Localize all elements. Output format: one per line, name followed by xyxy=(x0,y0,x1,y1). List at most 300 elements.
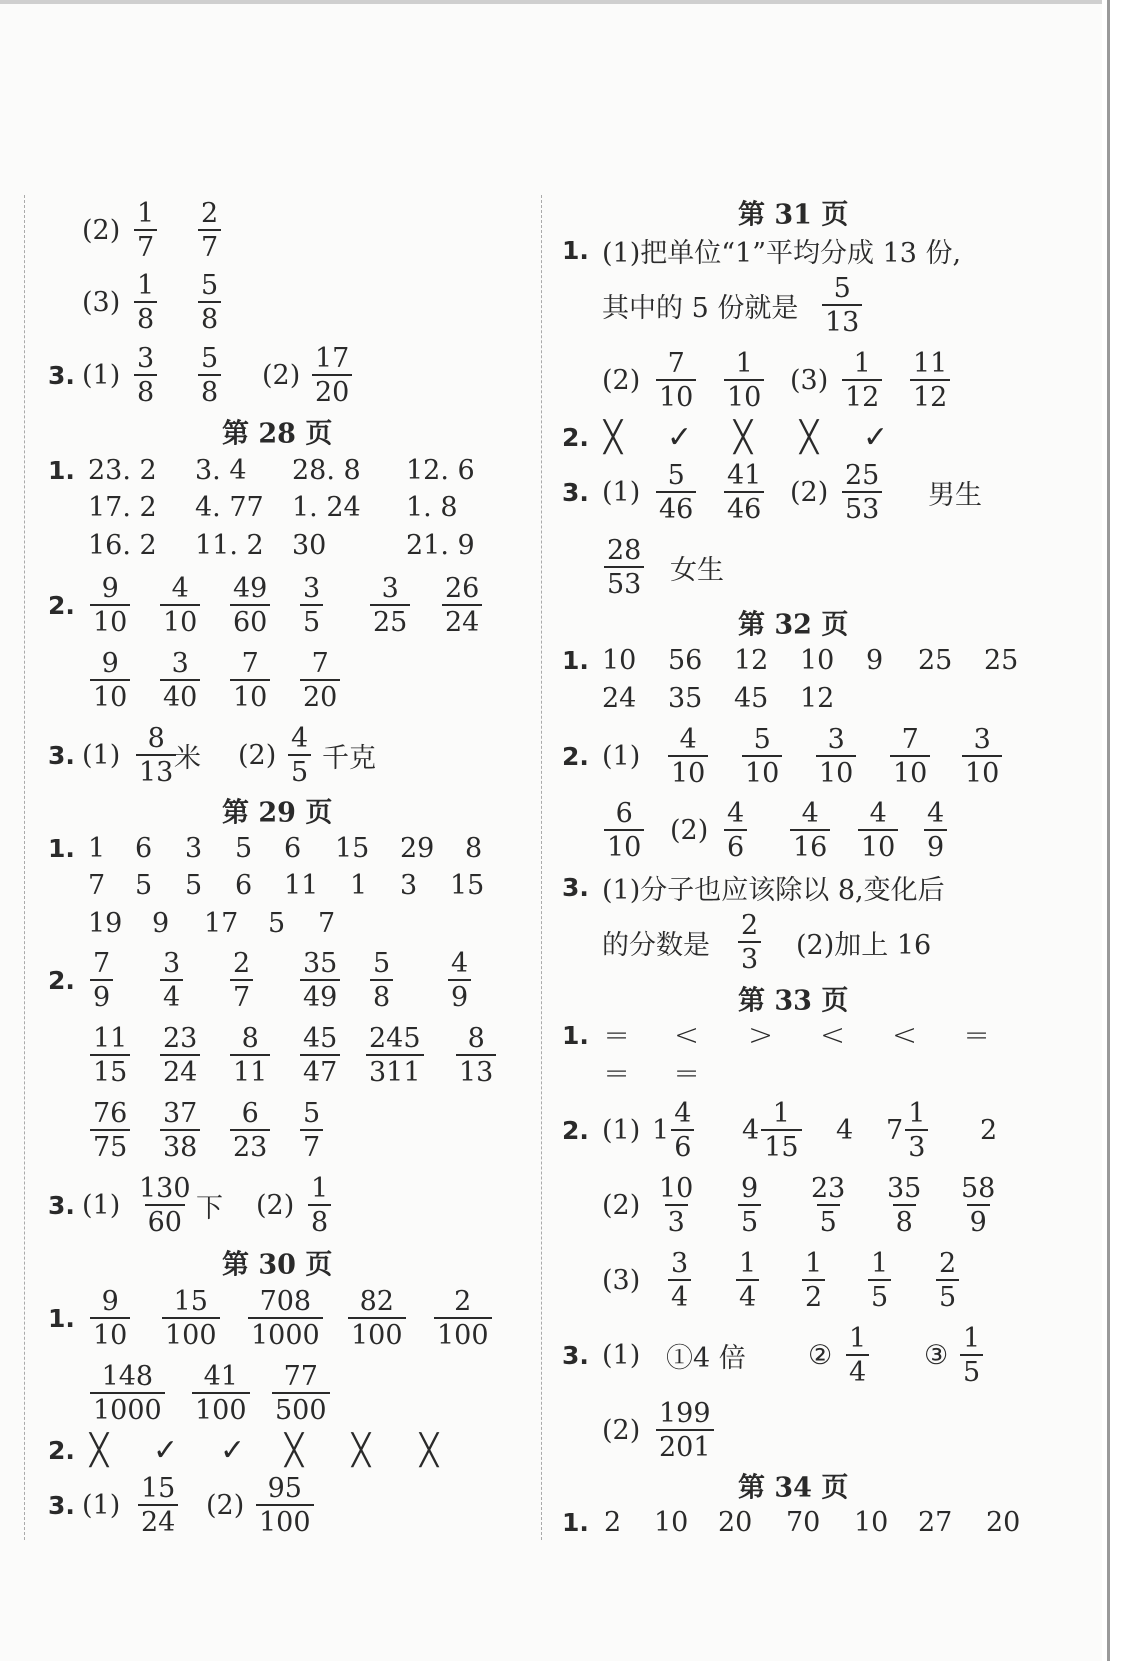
numerator: 35 xyxy=(303,947,338,979)
question-number: 2. xyxy=(48,965,75,995)
numerator: 35 xyxy=(887,1172,922,1204)
denominator: 2 xyxy=(802,1279,825,1311)
denominator: 9 xyxy=(967,1204,990,1236)
numerator: 5 xyxy=(753,723,771,755)
part-label: (2) xyxy=(238,739,277,771)
numerator: 5 xyxy=(667,459,685,491)
question-number: 1. xyxy=(562,235,589,265)
numerator: 4 xyxy=(869,797,887,829)
judgement-mark: ✓ xyxy=(667,419,693,455)
denominator: 49 xyxy=(300,979,340,1011)
question-number: 3. xyxy=(562,1340,589,1370)
denominator: 8 xyxy=(134,374,157,406)
numerator: 7 xyxy=(901,723,919,755)
fraction xyxy=(370,572,410,638)
numerator: 95 xyxy=(267,1472,302,1504)
comparison-sign: = xyxy=(674,1055,700,1091)
denominator: 201 xyxy=(656,1429,714,1461)
numerator: 8 xyxy=(147,722,165,754)
fraction xyxy=(604,797,644,863)
answer-value: 5 xyxy=(185,869,203,901)
denominator: 1000 xyxy=(248,1317,323,1349)
answer-value: 7 xyxy=(318,907,336,939)
numerator: 4 xyxy=(171,572,189,604)
answer-value: 2 xyxy=(604,1506,622,1538)
fraction xyxy=(90,572,130,638)
fraction xyxy=(656,1397,714,1463)
denominator: 23 xyxy=(230,1129,270,1161)
denominator: 20 xyxy=(312,374,352,406)
fraction xyxy=(300,572,323,638)
fraction xyxy=(724,797,747,863)
denominator: 13 xyxy=(136,754,176,786)
fraction xyxy=(348,1285,406,1351)
numerator: 3 xyxy=(827,723,845,755)
denominator: 6 xyxy=(724,829,747,861)
page-heading-33: 第 33 页 xyxy=(738,985,849,1017)
answer-value: 23. 2 xyxy=(88,454,157,486)
fraction xyxy=(90,647,130,713)
page-heading-30: 第 30 页 xyxy=(222,1249,333,1281)
comparison-sign: < xyxy=(820,1017,846,1053)
answer-value: 3 xyxy=(185,832,203,864)
question-number: 3. xyxy=(562,477,589,507)
numerator: 77 xyxy=(283,1360,318,1392)
answer-value: 24 xyxy=(602,682,637,714)
fraction xyxy=(656,347,696,413)
denominator: 10 xyxy=(604,829,644,861)
fraction xyxy=(230,647,270,713)
part-label: (3) xyxy=(602,1264,641,1296)
numerator: 15 xyxy=(141,1472,176,1504)
answer-value: 10 xyxy=(602,644,637,676)
answer-value: 16. 2 xyxy=(88,529,157,561)
denominator: 1000 xyxy=(90,1392,165,1424)
answer-value: 1 xyxy=(88,832,106,864)
denominator: 3 xyxy=(665,1204,688,1236)
denominator: 8 xyxy=(134,301,157,333)
fraction-part xyxy=(671,1097,694,1163)
numerator: 3 xyxy=(973,723,991,755)
answer-value: 15 xyxy=(450,869,485,901)
part-label: (1) xyxy=(82,739,121,771)
denominator: 40 xyxy=(160,679,200,711)
answer-value: 1 xyxy=(350,869,368,901)
fraction xyxy=(198,269,221,335)
part-label: (1) xyxy=(602,476,641,508)
part-label: (1) xyxy=(602,1339,641,1371)
fraction xyxy=(90,1022,130,1088)
denominator: 46 xyxy=(724,491,764,523)
fraction xyxy=(272,1360,330,1426)
fraction xyxy=(738,909,761,975)
fraction xyxy=(300,647,340,713)
fraction xyxy=(300,1022,340,1088)
question-number: 3. xyxy=(48,1190,75,1220)
denominator: 6 xyxy=(671,1129,694,1161)
fraction xyxy=(790,797,830,863)
answer-value: 35 xyxy=(668,682,703,714)
fraction xyxy=(456,1022,496,1088)
numerator: 5 xyxy=(373,947,391,979)
answer-value: 6 xyxy=(135,832,153,864)
numerator: 49 xyxy=(233,572,268,604)
denominator: 9 xyxy=(90,979,113,1011)
answer-value: 4. 77 xyxy=(195,491,264,523)
fraction xyxy=(668,723,708,789)
question-number: 2. xyxy=(48,590,75,620)
answer-word: 男生 xyxy=(928,479,982,511)
fraction xyxy=(724,459,764,525)
answer-value: 12 xyxy=(734,644,769,676)
denominator: 5 xyxy=(300,604,323,636)
part-label: (2) xyxy=(670,814,709,846)
page-heading-28: 第 28 页 xyxy=(222,418,333,450)
denominator: 25 xyxy=(370,604,410,636)
numerator: 3 xyxy=(163,947,181,979)
fraction xyxy=(160,1097,200,1163)
fraction xyxy=(300,1097,323,1163)
part-label: (1) xyxy=(82,1189,121,1221)
denominator: 500 xyxy=(272,1392,330,1424)
numerator: 2 xyxy=(741,909,759,941)
denominator: 5 xyxy=(738,1204,761,1236)
judgement-mark: ✓ xyxy=(220,1432,246,1468)
fraction xyxy=(962,723,1002,789)
denominator: 10 xyxy=(668,755,708,787)
comparison-sign: > xyxy=(748,1017,774,1053)
fraction xyxy=(736,1247,759,1313)
numerator: 1 xyxy=(871,1247,889,1279)
numerator: 1 xyxy=(849,1322,867,1354)
denominator: 5 xyxy=(288,754,311,786)
fraction xyxy=(842,347,882,413)
part-label: (1) xyxy=(602,1114,641,1146)
fraction xyxy=(668,1247,691,1313)
denominator: 311 xyxy=(366,1054,424,1086)
numerator: 7 xyxy=(241,647,259,679)
denominator: 100 xyxy=(434,1317,492,1349)
answer-text: ①4 倍 xyxy=(666,1342,746,1374)
answer-value: 20 xyxy=(986,1506,1021,1538)
fraction xyxy=(160,647,200,713)
denominator: 9 xyxy=(448,979,471,1011)
fraction xyxy=(138,1472,178,1538)
numerator: 15 xyxy=(173,1285,208,1317)
numerator: 41 xyxy=(727,459,762,491)
denominator: 10 xyxy=(656,379,696,411)
fraction xyxy=(134,197,157,263)
numerator: 4 xyxy=(927,797,945,829)
numerator: 2 xyxy=(233,947,251,979)
denominator: 60 xyxy=(230,604,270,636)
fraction xyxy=(448,947,471,1013)
question-number: 1. xyxy=(562,1020,589,1050)
numerator: 3 xyxy=(137,342,155,374)
denominator: 24 xyxy=(160,1054,200,1086)
question-number: 2. xyxy=(562,1115,589,1145)
page-heading-34: 第 34 页 xyxy=(738,1472,849,1504)
unit-text: 米 xyxy=(174,742,201,774)
numerator: 245 xyxy=(369,1022,421,1054)
part-label: (1) xyxy=(82,359,121,391)
numerator: 8 xyxy=(467,1022,485,1054)
numerator: 17 xyxy=(315,342,350,374)
numerator: 9 xyxy=(741,1172,759,1204)
fraction xyxy=(816,723,856,789)
denominator: 4 xyxy=(736,1279,759,1311)
part-label: (3) xyxy=(790,364,829,396)
answer-value: 5 xyxy=(235,832,253,864)
denominator: 12 xyxy=(910,379,950,411)
numerator: 11 xyxy=(913,347,948,379)
part-label: (2) xyxy=(82,214,121,246)
answer-value: 3. 4 xyxy=(195,454,247,486)
denominator: 10 xyxy=(230,679,270,711)
numerator: 7 xyxy=(311,647,329,679)
numerator: 58 xyxy=(961,1172,996,1204)
denominator: 4 xyxy=(160,979,183,1011)
numerator: 130 xyxy=(139,1172,191,1204)
denominator: 10 xyxy=(962,755,1002,787)
question-number: 1. xyxy=(48,455,75,485)
fraction xyxy=(604,534,644,600)
answer-sentence: (1)分子也应该除以 8,变化后 xyxy=(602,874,945,906)
fraction xyxy=(90,1360,165,1426)
denominator: 53 xyxy=(842,491,882,523)
fraction xyxy=(958,1172,998,1238)
answer-value: 25 xyxy=(984,644,1019,676)
fraction xyxy=(288,722,311,788)
answer-sentence: (1)把单位“1”平均分成 13 份, xyxy=(602,237,962,269)
answer-value: 6 xyxy=(284,832,302,864)
unit-text: 千克 xyxy=(322,742,376,774)
numerator: 3 xyxy=(303,572,321,604)
part-label: (1) xyxy=(82,1489,121,1521)
denominator: 100 xyxy=(162,1317,220,1349)
denominator: 5 xyxy=(936,1279,959,1311)
denominator: 8 xyxy=(893,1204,916,1236)
answer-value: 1. 8 xyxy=(406,491,458,523)
numerator: 3 xyxy=(671,1247,689,1279)
question-number: 1. xyxy=(562,645,589,675)
denominator: 12 xyxy=(842,379,882,411)
answer-value: 2 xyxy=(980,1114,998,1146)
fraction xyxy=(960,1322,983,1388)
fraction xyxy=(366,1022,424,1088)
numerator: 5 xyxy=(201,269,219,301)
fraction xyxy=(256,1472,314,1538)
answer-value: 21. 9 xyxy=(406,529,475,561)
answer-sentence: (2)加上 16 xyxy=(796,929,932,961)
numerator: 25 xyxy=(845,459,880,491)
part-label: (1) xyxy=(602,740,641,772)
fraction xyxy=(134,269,157,335)
page-heading-29: 第 29 页 xyxy=(222,797,333,829)
denominator: 3 xyxy=(905,1129,928,1161)
numerator: 148 xyxy=(101,1360,154,1392)
mixed-number xyxy=(742,1097,804,1163)
numerator: 26 xyxy=(445,572,480,604)
denominator: 11 xyxy=(230,1054,270,1086)
whole-part: 4 xyxy=(742,1114,760,1146)
numerator: 76 xyxy=(93,1097,128,1129)
numerator: 5 xyxy=(201,342,219,374)
answer-value: 3 xyxy=(400,869,418,901)
judgement-mark: ╳ xyxy=(604,419,623,455)
judgement-mark: ✓ xyxy=(153,1432,179,1468)
fraction xyxy=(822,272,862,338)
denominator: 10 xyxy=(90,604,130,636)
judgement-mark: ╳ xyxy=(800,419,819,455)
fraction xyxy=(90,1285,130,1351)
denominator: 10 xyxy=(816,755,856,787)
part-label: (3) xyxy=(82,286,121,318)
answer-value: 28. 8 xyxy=(292,454,361,486)
page-heading-31: 第 31 页 xyxy=(738,199,849,231)
denominator: 24 xyxy=(442,604,482,636)
answer-value: 4 xyxy=(836,1114,854,1146)
numerator: 3 xyxy=(381,572,399,604)
answer-value: 10 xyxy=(654,1506,689,1538)
denominator: 7 xyxy=(134,229,157,261)
numerator: 4 xyxy=(291,722,309,754)
numerator: 9 xyxy=(101,647,119,679)
fraction xyxy=(160,947,183,1013)
judgement-mark: ╳ xyxy=(352,1432,371,1468)
comparison-sign: = xyxy=(604,1055,630,1091)
fraction xyxy=(134,342,157,408)
numerator: 4 xyxy=(727,797,745,829)
denominator: 8 xyxy=(198,301,221,333)
denominator: 8 xyxy=(308,1204,331,1236)
fraction xyxy=(656,459,696,525)
denominator: 100 xyxy=(348,1317,406,1349)
numerator: 5 xyxy=(303,1097,321,1129)
numerator: 4 xyxy=(801,797,819,829)
denominator: 5 xyxy=(817,1204,840,1236)
question-number: 2. xyxy=(48,1435,75,1465)
comparison-sign: < xyxy=(674,1017,700,1053)
fraction xyxy=(656,1172,696,1238)
answer-value: 27 xyxy=(918,1506,953,1538)
answer-value: 11 xyxy=(284,869,319,901)
comparison-sign: = xyxy=(604,1017,630,1053)
answer-value: 25 xyxy=(918,644,953,676)
numerator: 1 xyxy=(137,269,155,301)
page-heading-32: 第 32 页 xyxy=(738,609,849,641)
whole-part: 1 xyxy=(652,1114,670,1146)
question-number: 2. xyxy=(562,741,589,771)
denominator: 24 xyxy=(138,1504,178,1536)
fraction xyxy=(198,342,221,408)
answer-text: ③ xyxy=(924,1339,949,1371)
fraction xyxy=(738,1172,761,1238)
fraction xyxy=(136,722,176,788)
fraction xyxy=(890,723,930,789)
answer-text: ② xyxy=(808,1339,833,1371)
fraction xyxy=(230,1097,270,1163)
fraction xyxy=(434,1285,492,1351)
denominator: 4 xyxy=(846,1354,869,1386)
fraction xyxy=(312,342,352,408)
numerator: 7 xyxy=(667,347,685,379)
denominator: 100 xyxy=(192,1392,250,1424)
numerator: 1 xyxy=(853,347,871,379)
denominator: 46 xyxy=(656,491,696,523)
numerator: 8 xyxy=(241,1022,259,1054)
numerator: 4 xyxy=(451,947,469,979)
fraction xyxy=(198,197,221,263)
comparison-sign: < xyxy=(892,1017,918,1053)
fraction xyxy=(90,1097,130,1163)
whole-part: 7 xyxy=(886,1114,904,1146)
denominator: 13 xyxy=(456,1054,496,1086)
denominator: 10 xyxy=(90,679,130,711)
numerator: 11 xyxy=(93,1022,128,1054)
denominator: 10 xyxy=(742,755,782,787)
answer-value: 19 xyxy=(88,907,123,939)
numerator: 708 xyxy=(259,1285,312,1317)
fraction xyxy=(742,723,782,789)
numerator: 1 xyxy=(311,1172,329,1204)
question-number: 1. xyxy=(48,833,75,863)
numerator: 82 xyxy=(359,1285,394,1317)
judgement-mark: ╳ xyxy=(420,1432,439,1468)
denominator: 5 xyxy=(960,1354,983,1386)
fraction xyxy=(90,947,113,1013)
denominator: 38 xyxy=(160,1129,200,1161)
numerator: 1 xyxy=(137,197,155,229)
denominator: 20 xyxy=(300,679,340,711)
fraction xyxy=(160,1022,200,1088)
answer-value: 10 xyxy=(800,644,835,676)
answer-value: 5 xyxy=(268,907,286,939)
answer-value: 10 xyxy=(854,1506,889,1538)
numerator: 6 xyxy=(615,797,633,829)
answer-value: 45 xyxy=(734,682,769,714)
numerator: 1 xyxy=(735,347,753,379)
fraction xyxy=(136,1172,194,1238)
denominator: 75 xyxy=(90,1129,130,1161)
numerator: 1 xyxy=(772,1097,790,1129)
numerator: 2 xyxy=(454,1285,472,1317)
answer-value: 17. 2 xyxy=(88,491,157,523)
part-label: (2) xyxy=(206,1489,245,1521)
part-label: (2) xyxy=(262,359,301,391)
judgement-mark: ✓ xyxy=(863,419,889,455)
answer-value: 1. 24 xyxy=(292,491,361,523)
answer-value: 30 xyxy=(292,529,327,561)
denominator: 8 xyxy=(198,374,221,406)
denominator: 53 xyxy=(604,566,644,598)
answer-value: 56 xyxy=(668,644,703,676)
numerator: 1 xyxy=(963,1322,981,1354)
denominator: 13 xyxy=(822,304,862,336)
answer-value: 8 xyxy=(465,832,483,864)
denominator: 10 xyxy=(160,604,200,636)
answer-value: 5 xyxy=(135,869,153,901)
denominator: 47 xyxy=(300,1054,340,1086)
numerator: 1 xyxy=(908,1097,926,1129)
fraction xyxy=(162,1285,220,1351)
answer-word: 女生 xyxy=(670,554,724,586)
question-number: 3. xyxy=(48,1490,75,1520)
torn-edge-line xyxy=(1107,0,1110,1661)
answer-word: 下 xyxy=(196,1192,223,1224)
answer-value: 29 xyxy=(400,832,435,864)
numerator: 3 xyxy=(171,647,189,679)
